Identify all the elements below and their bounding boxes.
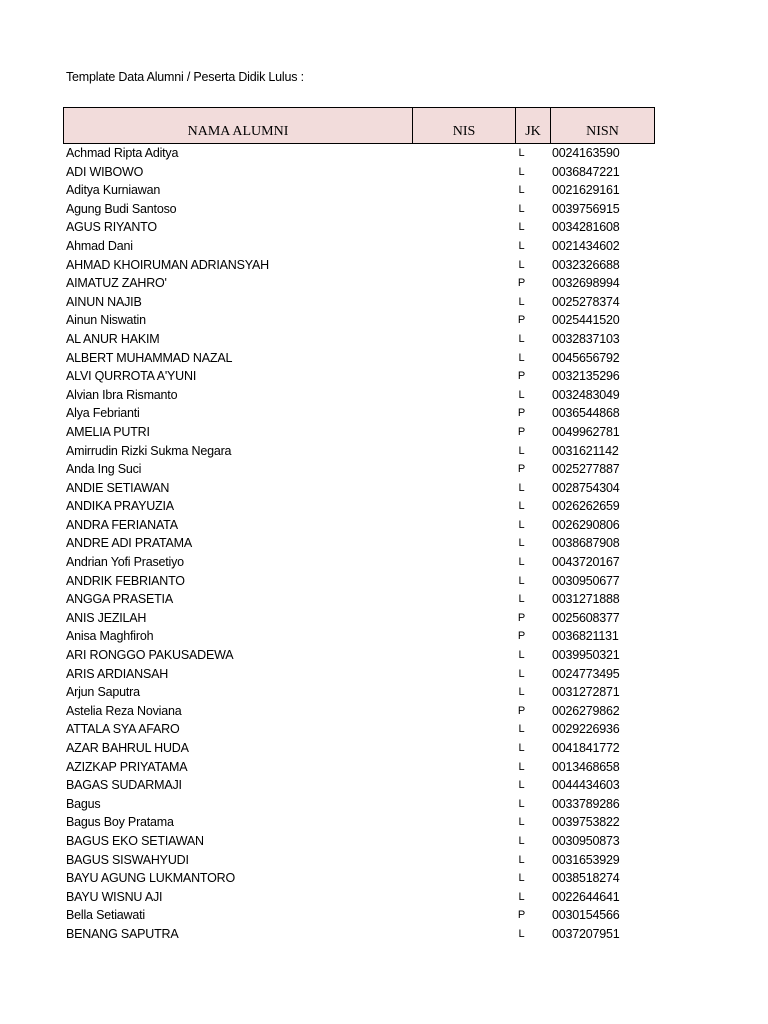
table-row xyxy=(0,590,768,609)
table-row xyxy=(0,218,768,237)
nisn-cell: 0032698994 xyxy=(552,276,620,291)
nisn-cell: 0032837103 xyxy=(552,331,620,346)
jk-cell: L xyxy=(518,258,525,271)
table-header xyxy=(63,107,655,144)
table-row xyxy=(0,386,768,405)
alumni-name-cell: AIMATUZ ZAHRO' xyxy=(66,276,167,291)
jk-cell: L xyxy=(518,500,525,513)
jk-cell: P xyxy=(517,277,526,290)
table-row xyxy=(0,460,768,479)
nisn-cell: 0034281608 xyxy=(552,220,620,235)
nisn-cell: 0022644641 xyxy=(552,889,620,904)
alumni-name-cell: Arjun Saputra xyxy=(66,685,140,700)
nisn-cell: 0032326688 xyxy=(552,257,620,272)
alumni-name-cell: Amirrudin Rizki Sukma Negara xyxy=(66,443,232,458)
table-row xyxy=(0,349,768,368)
nisn-cell: 0038687908 xyxy=(552,536,620,551)
nisn-cell: 0025441520 xyxy=(552,313,620,328)
nisn-cell: 0025278374 xyxy=(552,294,620,309)
jk-cell: L xyxy=(518,574,525,587)
alumni-name-cell: Anda Ing Suci xyxy=(66,462,142,477)
alumni-name-cell: Achmad Ripta Aditya xyxy=(66,146,179,160)
nisn-cell: 0039950321 xyxy=(552,648,620,663)
jk-cell: P xyxy=(517,425,526,438)
alumni-name-cell: ANGGA PRASETIA xyxy=(66,592,173,607)
jk-cell: L xyxy=(518,742,525,754)
table-row xyxy=(0,832,768,851)
jk-cell: L xyxy=(518,202,525,215)
jk-cell: L xyxy=(518,518,525,531)
alumni-name-cell: ALBERT MUHAMMAD NAZAL xyxy=(66,350,233,365)
jk-cell: L xyxy=(518,221,525,234)
jk-cell: L xyxy=(518,760,525,773)
nisn-cell: 0039756915 xyxy=(552,201,620,216)
alumni-name-cell: Ahmad Dani xyxy=(66,238,133,253)
table-row xyxy=(0,906,768,925)
alumni-name-cell: ATTALA SYA AFARO xyxy=(66,722,180,737)
table-row xyxy=(0,646,768,665)
nisn-cell: 0036544868 xyxy=(552,406,620,421)
nisn-cell: 0030950873 xyxy=(552,833,620,848)
alumni-name-cell: BENANG SAPUTRA xyxy=(66,926,179,941)
nisn-cell: 0031653929 xyxy=(552,852,620,867)
jk-cell: L xyxy=(518,686,525,699)
jk-cell: L xyxy=(518,890,525,903)
alumni-name-cell: AZIZKAP PRIYATAMA xyxy=(66,759,188,774)
alumni-name-cell: AHMAD KHOIRUMAN ADRIANSYAH xyxy=(66,257,269,272)
jk-cell: P xyxy=(517,314,526,327)
jk-cell: P xyxy=(517,909,526,922)
nisn-cell: 0037207951 xyxy=(552,926,620,941)
table-row xyxy=(0,553,768,572)
nisn-cell: 0039753822 xyxy=(552,815,620,830)
table-row xyxy=(0,311,768,330)
jk-cell: L xyxy=(518,872,525,885)
alumni-name-cell: ANIS JEZILAH xyxy=(66,610,147,625)
jk-cell: L xyxy=(518,444,525,457)
table-row xyxy=(0,702,768,721)
nisn-cell: 0036847221 xyxy=(552,164,620,179)
table-row xyxy=(0,497,768,516)
jk-cell: L xyxy=(518,593,525,606)
table-row xyxy=(0,274,768,293)
alumni-name-cell: ANDRIK FEBRIANTO xyxy=(66,573,185,588)
alumni-name-cell: BAGAS SUDARMAJI xyxy=(66,778,182,793)
nisn-cell: 0036821131 xyxy=(552,629,619,644)
table-row xyxy=(0,795,768,814)
jk-cell: P xyxy=(517,704,526,717)
table-row xyxy=(0,404,768,423)
table-row xyxy=(0,144,768,163)
nisn-cell: 0031272871 xyxy=(552,685,620,700)
jk-cell: L xyxy=(518,165,525,178)
alumni-name-cell: ANDIE SETIAWAN xyxy=(66,480,170,495)
table-row xyxy=(0,163,768,182)
alumni-name-cell: AGUS RIYANTO xyxy=(66,220,157,235)
alumni-name-cell: ARI RONGGO PAKUSADEWA xyxy=(66,648,234,663)
table-row xyxy=(0,423,768,442)
nisn-cell: 0030950677 xyxy=(552,573,620,588)
alumni-name-cell: Ainun Niswatin xyxy=(66,313,146,328)
alumni-name-cell: AL ANUR HAKIM xyxy=(66,331,160,346)
alumni-name-cell: Aditya Kurniawan xyxy=(66,183,161,198)
alumni-name-cell: Bella Setiawati xyxy=(66,908,145,923)
table-row xyxy=(0,256,768,275)
column-header-nama-alumni: NAMA ALUMNI xyxy=(64,108,413,143)
jk-cell: L xyxy=(518,723,525,736)
jk-cell: L xyxy=(518,853,525,866)
nisn-cell: 0013468658 xyxy=(552,759,620,774)
table-row xyxy=(0,609,768,628)
nisn-cell: 0041841772 xyxy=(552,741,620,755)
nisn-cell: 0031621142 xyxy=(552,443,619,458)
table-row xyxy=(0,813,768,832)
alumni-name-cell: BAGUS SISWAHYUDI xyxy=(66,852,189,867)
jk-cell: L xyxy=(518,667,525,680)
table-row xyxy=(0,200,768,219)
table-row xyxy=(0,665,768,684)
alumni-name-cell: ANDRE ADI PRATAMA xyxy=(66,536,193,551)
jk-cell: L xyxy=(518,239,525,252)
jk-cell: L xyxy=(518,481,525,494)
table-row xyxy=(0,572,768,591)
nisn-cell: 0021434602 xyxy=(552,238,620,253)
table-row xyxy=(0,293,768,312)
nisn-cell: 0025277887 xyxy=(552,462,620,477)
nisn-cell: 0029226936 xyxy=(552,722,620,737)
alumni-name-cell: AMELIA PUTRI xyxy=(66,424,150,439)
nisn-cell: 0038518274 xyxy=(552,871,620,886)
column-header-jk: JK xyxy=(516,108,551,143)
nisn-cell: 0026279862 xyxy=(552,703,620,718)
table-row xyxy=(0,237,768,256)
nisn-cell: 0045656792 xyxy=(552,350,620,365)
alumni-name-cell: AZAR BAHRUL HUDA xyxy=(66,741,189,755)
jk-cell: L xyxy=(518,147,525,159)
table-row xyxy=(0,181,768,200)
table-row xyxy=(0,851,768,870)
table-row xyxy=(0,869,768,888)
alumni-name-cell: Agung Budi Santoso xyxy=(66,201,177,216)
nisn-cell: 0033789286 xyxy=(552,796,620,811)
nisn-cell: 0044434603 xyxy=(552,778,620,793)
alumni-name-cell: BAGUS EKO SETIAWAN xyxy=(66,833,204,848)
jk-cell: L xyxy=(518,388,525,401)
nisn-cell: 0031271888 xyxy=(552,592,620,607)
jk-cell: P xyxy=(517,407,526,420)
alumni-name-cell: Bagus Boy Pratama xyxy=(66,815,174,830)
table-row xyxy=(0,479,768,498)
alumni-name-cell: ANDIKA PRAYUZIA xyxy=(66,499,174,514)
table-row xyxy=(0,888,768,907)
alumni-name-cell: Alya Febrianti xyxy=(66,406,140,421)
jk-cell: P xyxy=(517,611,526,624)
alumni-name-cell: Alvian Ibra Rismanto xyxy=(66,387,178,402)
jk-cell: L xyxy=(518,537,525,550)
table-row xyxy=(0,758,768,777)
column-header-nisn: NISN xyxy=(586,124,619,139)
jk-cell: L xyxy=(518,295,525,308)
table-row xyxy=(0,720,768,739)
nisn-cell: 0025608377 xyxy=(552,610,620,625)
alumni-name-cell: Anisa Maghfiroh xyxy=(66,629,154,644)
table-row xyxy=(0,442,768,461)
alumni-name-cell: BAYU AGUNG LUKMANTORO xyxy=(66,871,235,886)
alumni-name-cell: ALVI QURROTA A'YUNI xyxy=(66,369,197,384)
nisn-cell: 0026290806 xyxy=(552,517,620,532)
nisn-cell: 0024163590 xyxy=(552,146,620,160)
alumni-name-cell: ANDRA FERIANATA xyxy=(66,517,178,532)
alumni-name-cell: Andrian Yofi Prasetiyo xyxy=(66,555,184,570)
alumni-name-cell: Bagus xyxy=(66,796,101,811)
alumni-name-cell: BAYU WISNU AJI xyxy=(66,889,163,904)
table-row xyxy=(0,925,768,944)
table-row xyxy=(0,330,768,349)
jk-cell: L xyxy=(518,184,525,197)
alumni-name-cell: Astelia Reza Noviana xyxy=(66,703,182,718)
document-title: Template Data Alumni / Peserta Didik Lulus : xyxy=(66,70,304,84)
jk-cell: L xyxy=(518,834,525,847)
jk-cell: L xyxy=(518,779,525,792)
nisn-cell: 0032135296 xyxy=(552,369,620,384)
jk-cell: L xyxy=(518,556,525,569)
table-body xyxy=(0,144,768,944)
nisn-cell: 0021629161 xyxy=(552,183,620,198)
jk-cell: P xyxy=(517,463,526,476)
jk-cell: L xyxy=(518,649,525,662)
jk-cell: L xyxy=(518,816,525,829)
table-row xyxy=(0,534,768,553)
jk-cell: L xyxy=(518,332,525,345)
alumni-name-cell: ADI WIBOWO xyxy=(66,164,144,179)
table-row xyxy=(0,627,768,646)
nisn-cell: 0030154566 xyxy=(552,908,620,923)
nisn-cell: 0043720167 xyxy=(552,555,620,570)
table-row xyxy=(0,776,768,795)
alumni-name-cell: ARIS ARDIANSAH xyxy=(66,666,169,681)
nisn-cell: 0032483049 xyxy=(552,387,620,402)
nisn-cell: 0028754304 xyxy=(552,480,620,495)
jk-cell: L xyxy=(518,797,525,810)
alumni-name-cell: AINUN NAJIB xyxy=(66,294,142,309)
table-row xyxy=(0,516,768,535)
jk-cell: L xyxy=(518,927,525,940)
column-header-nis: NIS xyxy=(413,108,516,143)
jk-cell: L xyxy=(518,351,525,364)
table-row xyxy=(0,683,768,702)
table-row xyxy=(0,367,768,386)
nisn-cell: 0026262659 xyxy=(552,499,620,514)
jk-cell: P xyxy=(517,630,526,643)
nisn-cell: 0049962781 xyxy=(552,424,620,439)
nisn-cell: 0024773495 xyxy=(552,666,620,681)
jk-cell: P xyxy=(517,370,526,383)
table-row xyxy=(0,739,768,758)
